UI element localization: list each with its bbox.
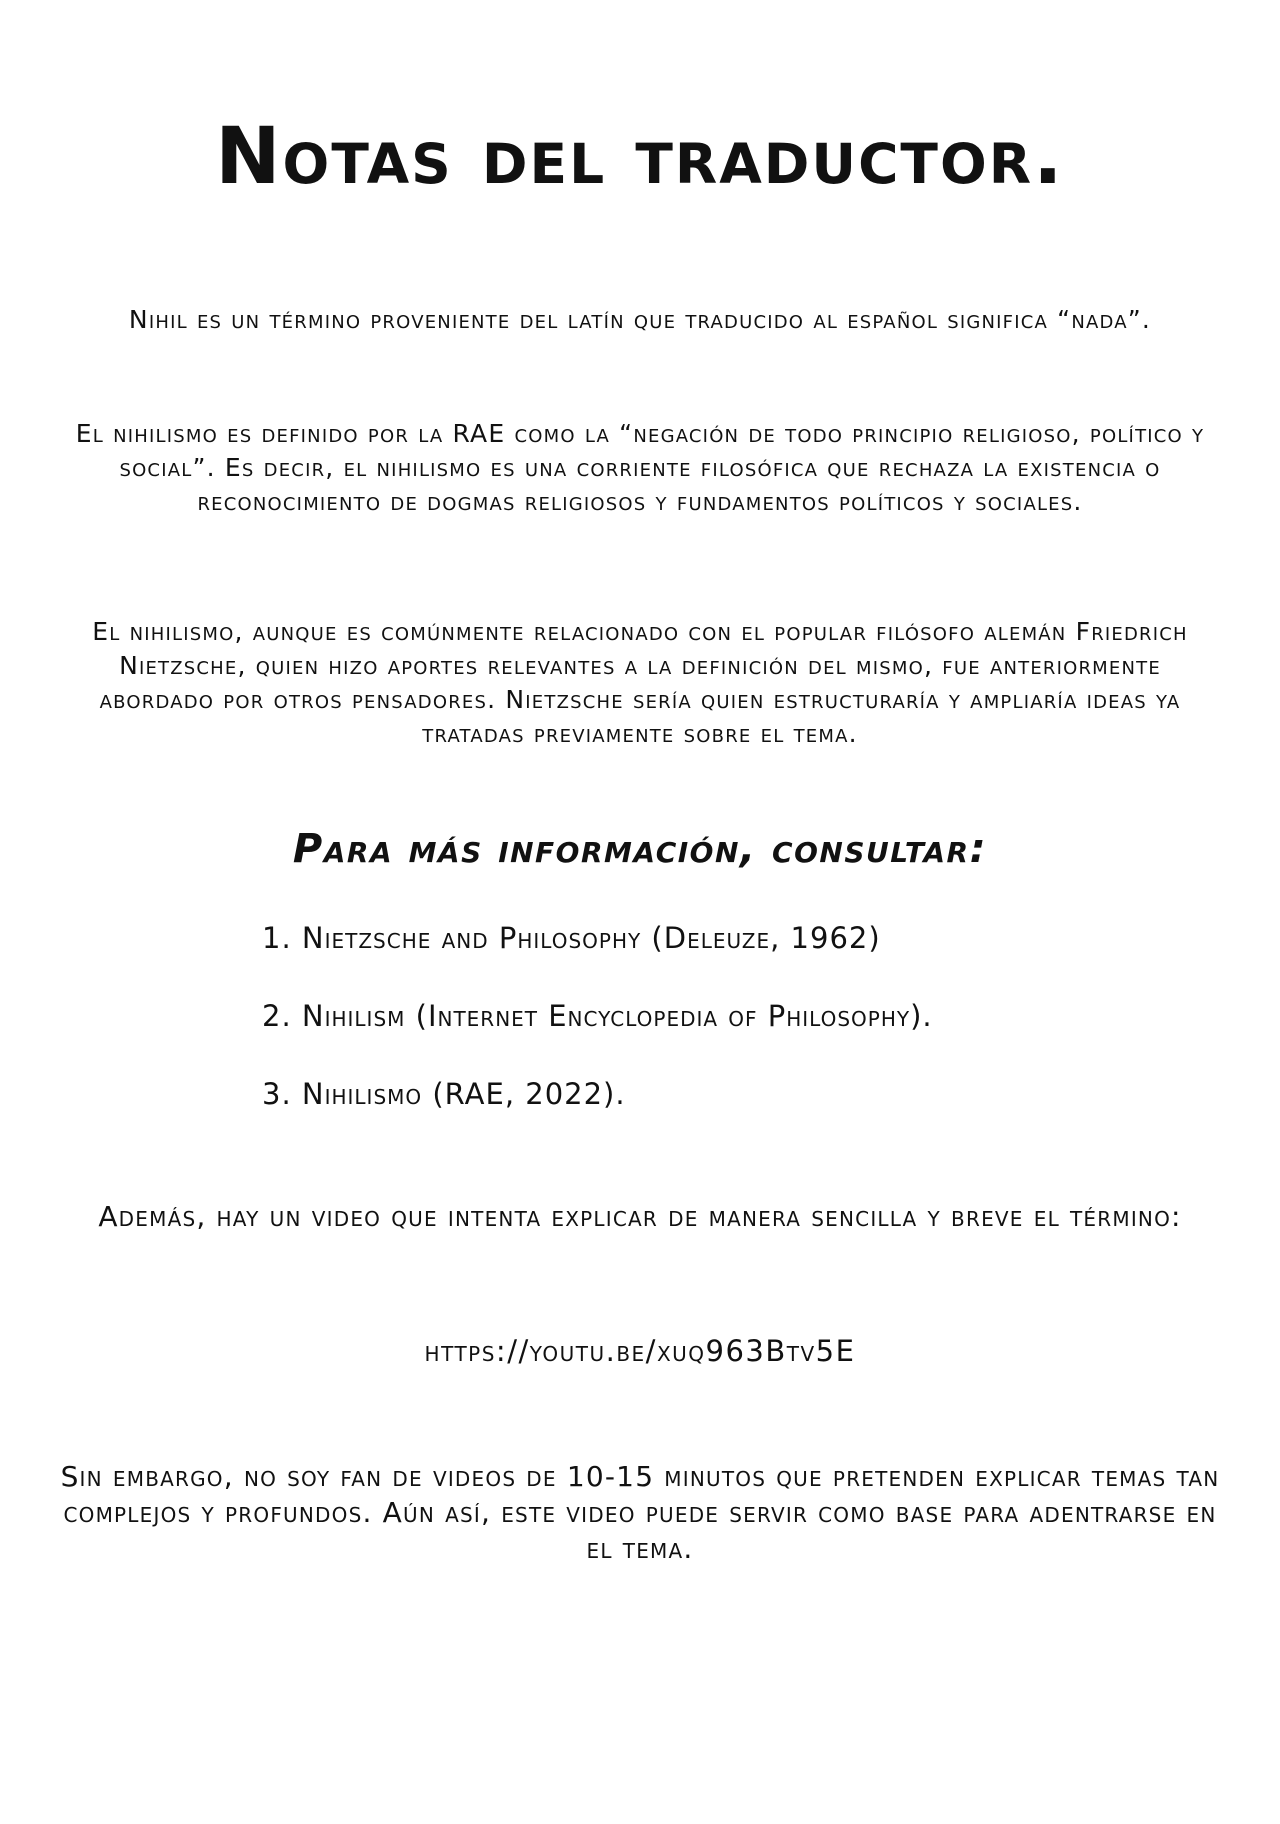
nihil-definition-paragraph: Nihil es un término proveniente del latín que traducido al español significa “nada”. xyxy=(128,305,1152,334)
references-heading: Para más información, consultar: xyxy=(292,826,988,872)
reference-item: 3. Nihilismo (RAE, 2022). xyxy=(262,1077,626,1111)
reference-item: 2. Nihilism (Internet Encyclopedia of Philosophy). xyxy=(262,999,933,1033)
closing-paragraph: Sin embargo, no soy fan de videos de 10-15 minutos que pretenden explicar temas tan complejos y profundos. Aún así, este video puede servir como base para adentrarse en el tema. xyxy=(60,1460,1220,1565)
reference-item: 1. Nietzsche and Philosophy (Deleuze, 1962) xyxy=(262,921,881,955)
video-intro-paragraph: Además, hay un video que intenta explicar de manera sencilla y breve el término: xyxy=(98,1200,1182,1233)
nihilism-nietzsche-paragraph: El nihilismo, aunque es comúnmente relacionado con el popular filósofo alemán Friedrich Nietzsche, quien hizo aportes relevantes a la definición del mismo, fue anteriormente abordado por otros pensadores. Nietzsche sería quien estructuraría y ampliaría ideas ya tratadas previamente sobre el tema. xyxy=(92,617,1188,748)
references-list xyxy=(262,918,933,1152)
nihilism-rae-paragraph: El nihilismo es definido por la RAE como la “negación de todo principio religioso, político y social”. Es decir, el nihilismo es una corriente filosófica que rechaza la existencia o reconocimiento de dogmas religiosos y fundamentos políticos y sociales. xyxy=(75,419,1205,516)
video-link[interactable]: https://youtu.be/xuq963Btv5E xyxy=(424,1334,856,1368)
page-title: Notas del traductor. xyxy=(215,112,1065,202)
